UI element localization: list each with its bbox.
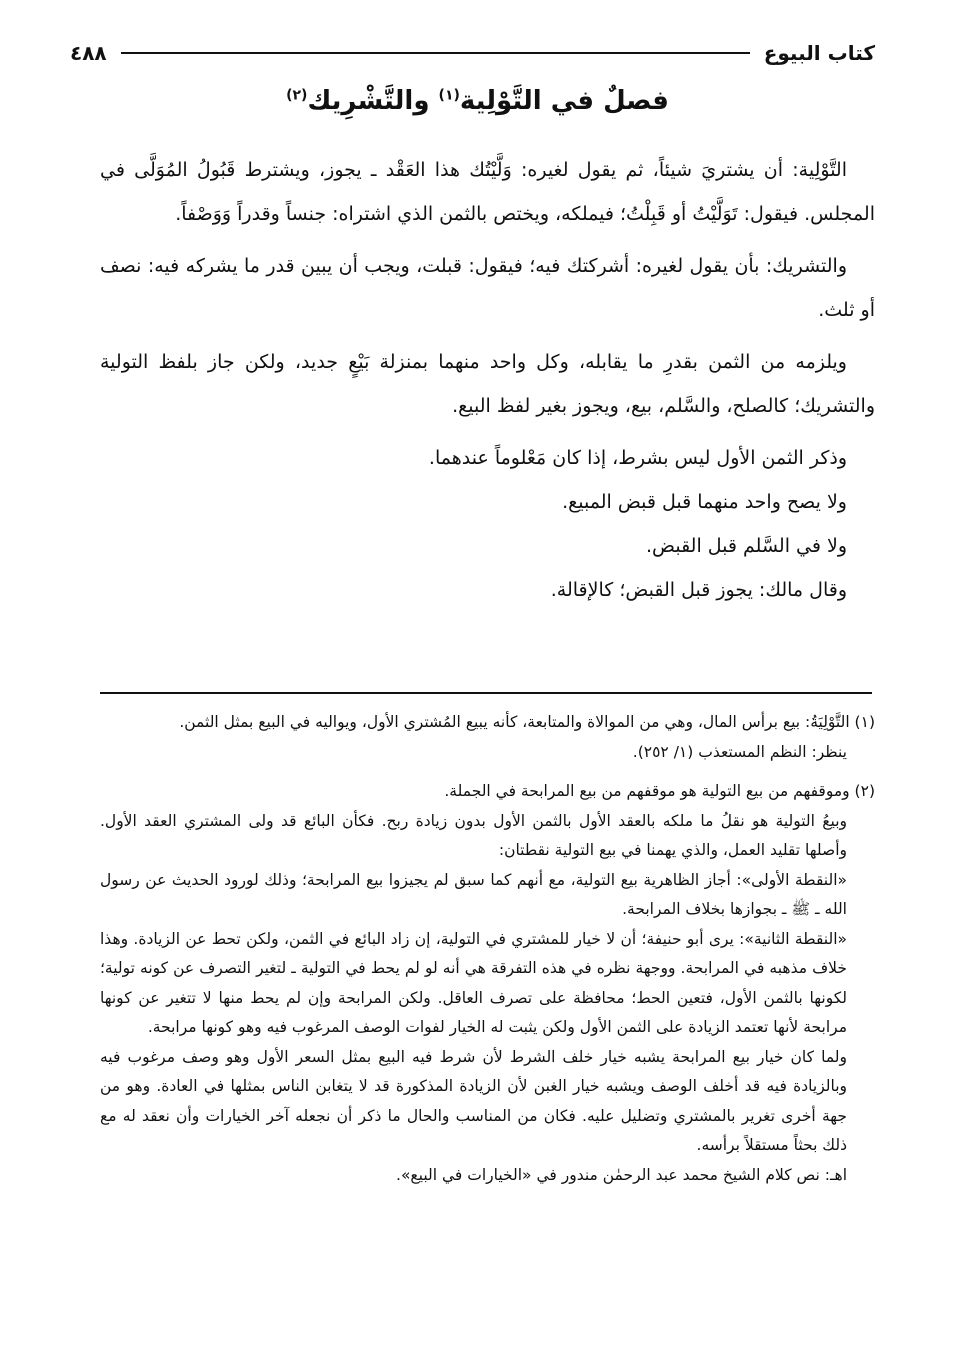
paragraph-first-price: وذكر الثمن الأول ليس بشرط، إذا كان مَعْلوماً عندهما. — [428, 447, 847, 469]
footnote-2-intro: (٢) وموقفهم من بيع التولية هو موقفهم من بيع المرابحة في الجملة. — [444, 782, 875, 800]
footnote-1-text: (١) التَّوْلِيَةُ: بيع برأس المال، وهي من الموالاة والمتابعة، كأنه يبيع المُشتري الأول، ويواليه في البيع بمثل الثمن. — [179, 713, 875, 731]
paragraph-tawliya: التَّوْلِية: أن يشتريَ شيئاً، ثم يقول لغيره: وَلَّيْتُك هذا العَقْد ـ يجوز، ويشترط قَبُولُ المُوَلَّى في المجلس. فيقول: تَوَلَّيْتُ أو قَبِلْتُ؛ فيملكه، ويختص بالثمن الذي اشتراه: جنساً وقدراً وَوَصْفاً. — [100, 159, 875, 225]
footnote-2-point-one: «النقطة الأولى»: أجاز الظاهرية بيع التولية، مع أنهم كما سبق لم يجيزوا بيع المرابحة؛ وذلك لورود الحديث عن رسول الله ـ ﷺ ـ بجوازها بخلاف المرابحة. — [100, 870, 847, 918]
chapter-title-part1: فصلٌ في التَّوْلِية — [459, 86, 669, 116]
footnote-2-definition: وبيعُ التولية هو نقلُ ما ملكه بالعقد الأول بالثمن الأول بدون زيادة ربح. فكأن البائع قد ولى المشتري العقد الأول. وأصلها تقليد العمل، والذي يهمنا في بيع التولية نقطتان: — [100, 811, 847, 859]
paragraph-tashrik: والتشريك: بأن يقول لغيره: أشركتك فيه؛ فيقول: قبلت، ويجب أن يبين قدر ما يشركه فيه: نصف أو ثلث. — [100, 255, 875, 321]
footnote-ref-2: (٢) — [286, 87, 308, 104]
footnote-gap — [100, 767, 875, 777]
footnote-ref-1: (١) — [438, 87, 460, 104]
book-title: كتاب البيوع — [763, 41, 875, 65]
paragraph-malik: وقال مالك: يجوز قبل القبض؛ كالإقالة. — [550, 579, 847, 601]
page-number: ٤٨٨ — [70, 41, 107, 65]
footnote-2-citation: اهـ: نص كلام الشيخ محمد عبد الرحمٰن مندور في «الخيارات في البيع». — [396, 1165, 847, 1184]
header-rule — [121, 52, 750, 54]
chapter-title-part2: والتَّشْرِيك — [307, 86, 439, 116]
footnote-2-point-two: «النقطة الثانية»: يرى أبو حنيفة؛ أن لا خيار للمشتري في التولية، إن زاد البائع في الثمن، ولكن تحط عن الزيادة. وهذا خلاف مذهبه في المرابحة. ووجهة نظره في هذه التفرقة هي أنه لو لم يحط في التولية ـ لتغير التصرف عن كونه تولية؛ لكونها بالثمن الأول، فتعين الحط؛ محافظة على تصرف العاقل. ولكن المرابحة وإن لم يحط منها لا تتغير عن كونها مرابحة لأنها تعتمد الزيادة على الثمن الأول ولكن يثبت له الخيار لفوات الوصف المرغوب فيه وهو كونها مرابحة. — [100, 929, 847, 1036]
footnote-2-murabaha: ولما كان خيار بيع المرابحة يشبه خيار خلف الشرط لأن شرط فيه البيع بمثل السعر الأول وهو وصف مرغوب فيه وبالزيادة فيه قد أخلف الوصف ويشبه خيار الغبن لأن الزيادة المذكورة قد لا يتغابن الناس بمثلها في العادة. وهو من جهة أخرى تغرير بالمشتري وتضليل عليه. فكان من المناسب والحال ما ذكر أن نجعله آخر الخيارات وأن نعقد له مع ذلك بحثاً مستقلاً برأسه. — [100, 1047, 847, 1154]
paragraph-before-receipt: ولا يصح واحد منهما قبل قبض المبيع. — [562, 491, 847, 513]
chapter-title — [0, 86, 955, 116]
paragraph-price-share: ويلزمه من الثمن بقدرِ ما يقابله، وكل واحد منهما بمنزلة بَيْعٍ جديد، ولكن جاز بلفظ التولية والتشريك؛ كالصلح، والسَّلم، بيع، ويجوز بغير لفظ البيع. — [100, 351, 875, 417]
paragraph-salam: ولا في السَّلم قبل القبض. — [646, 535, 847, 557]
footnote-separator — [100, 692, 872, 694]
running-header — [70, 36, 875, 70]
footnotes — [100, 708, 875, 1190]
main-text — [100, 148, 875, 612]
footnote-1-source: ينظر: النظم المستعذب (١/ ٢٥٢). — [632, 742, 847, 761]
